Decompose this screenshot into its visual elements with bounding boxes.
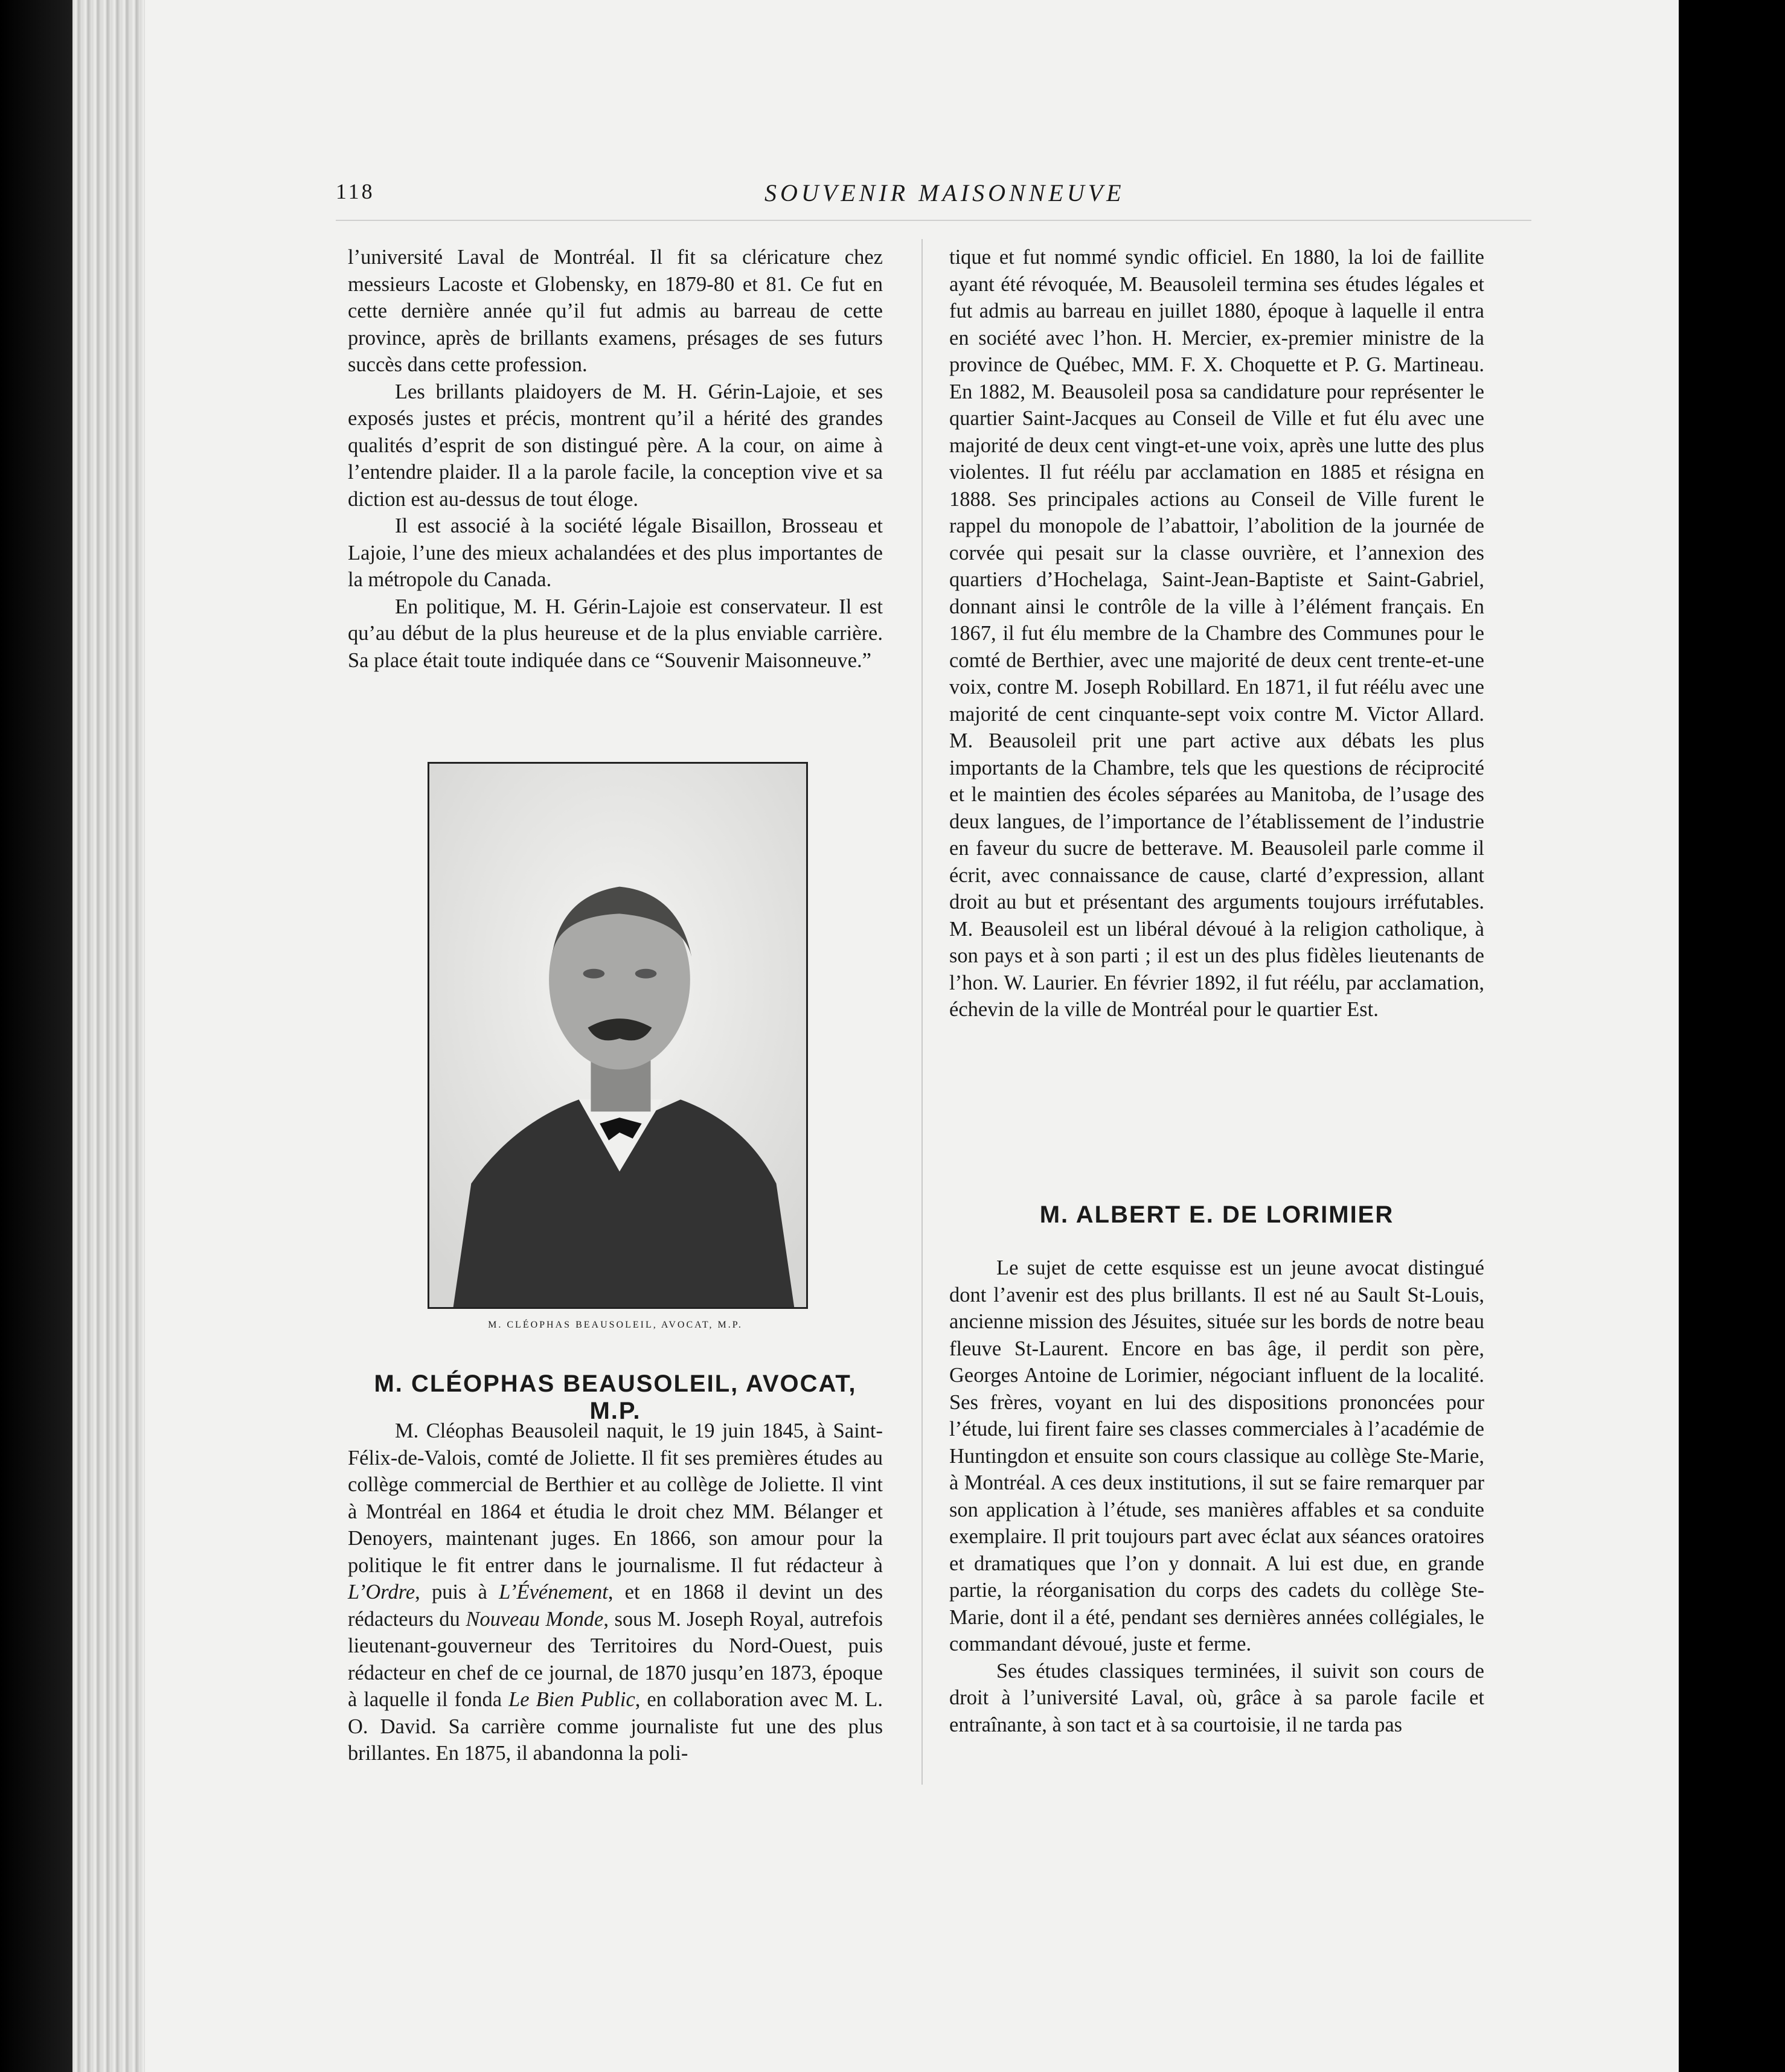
paragraph: tique et fut nommé syndic officiel. En 1880, la loi de faillite ayant été révoquée, M. Beausoleil termina ses études légales et fut admis au barreau en juillet 1880, époque à laquelle il entra en société avec l’hon. H. Mercier, ex-premier ministre de la province de Québec, MM. F. X. Choquette et P. G. Martineau. En 1882, M. Beausoleil posa sa candidature pour représenter le quartier Saint-Jacques au Conseil de Ville et fut élu avec une majorité de deux cent vingt-et-une voix, après une lutte des plus violentes. Il fut réélu par acclamation en 1885 et résigna en 1888. Ses principales actions au Conseil de Ville furent le rappel du monopole de l’abattoir, l’abolition de la journée de corvée qui pesait sur la classe ouvrière, et l’annexion des quartiers d’Hochelaga, Saint-Jean-Baptiste et Saint-Gabriel, donnant ainsi le contrôle de la ville à l’élément français. En 1867, il fut élu membre de la Chambre des Communes pour le comté de Berthier, avec une majorité de deux cent trente-et-une voix, contre M. Joseph Robillard. En 1871, il fut réélu avec une majorité de cent cinquante-sept voix contre M. Victor Allard. M. Beausoleil prit une part active aux débats les plus importants de la Chambre, tels que les questions de réciprocité et le maintien des écoles séparées au Manitoba, de l’usage des deux langues, de l’importance de l’établissement de l’industrie en faveur du sucre de betterave. M. Beausoleil parle comme il écrit, avec connaissance de cause, clarté d’expression, allant droit au but et présentant des arguments toujours irréfutables. M. Beausoleil est un libéral dévoué à la religion catholique, à son pays et à son parti ; il est un des plus fidèles lieutenants de l’hon. W. Laurier. En février 1892, il fut réélu, par acclamation, échevin de la ville de Montréal pour le quartier Est. [949,246,1484,1021]
paragraph [348,1418,883,1767]
newspaper-title: L’Événement [499,1581,608,1604]
text-run: , puis à [415,1581,499,1604]
portrait-caption: M. CLÉOPHAS BEAUSOLEIL, AVOCAT, M.P. [488,1320,743,1330]
running-title: SOUVENIR MAISONNEUVE [764,179,1125,206]
page-number: 118 [336,179,375,203]
column-divider [921,239,923,1785]
newspaper-title: L’Ordre [348,1581,415,1604]
paragraph: Ses études classiques terminées, il suivit son cours de droit à l’université Laval, où, grâce à sa parole facile et entraînante, à son tact et à sa courtoisie, il ne tarda pas [949,1659,1484,1736]
newspaper-title: Nouveau Monde [466,1607,604,1631]
text-run: M. Cléophas Beausoleil naquit, le 19 juin 1845, à Saint-Félix-de-Valois, comté de Joliette. Il fit ses premières études au collège commercial de Berthier et au collège de Joliette. Il vint à Montréal en 1864 et étudia le droit chez MM. Bélanger et Denoyers, maintenant juges. En 1866, son amour pour la politique le fit entrer dans le journalisme. Il fut rédacteur à [348,1419,883,1577]
header-rule [336,220,1531,221]
beausoleil-text [348,1418,883,1767]
newspaper-title: Le Bien Public [508,1688,635,1711]
text-run: , en collaboration avec M. L. O. David. Sa carrière comme journaliste fut une des plus brillantes. En 1875, il abandonna la poli- [348,1688,883,1765]
paragraph: l’université Laval de Montréal. Il fit sa cléricature chez messieurs Lacoste et Globensky, en 1879-80 et 81. Ce fut en cette dernière année qu’il fut admis au barreau de cette province, après de brillants examens, présages de ses futurs succès dans cette profession. [348,246,883,376]
portrait-illustration [429,764,806,1307]
page-edges [72,0,145,2072]
lorimier-heading: M. ALBERT E. DE LORIMIER [1039,1201,1394,1228]
page-header [336,179,1543,215]
portrait-photo [428,762,808,1309]
text-run: , et en 1868 il devint un des rédacteurs du [348,1581,883,1631]
text-run: , sous M. Joseph Royal, autrefois lieutenant-gouverneur des Territoires du Nord-Ouest, puis rédacteur en chef de ce journal, de 1870 jusqu’en 1873, époque à laquelle il fonda [348,1607,883,1711]
paragraph: Il est associé à la société légale Bisaillon, Brosseau et Lajoie, l’une des mieux achalandées et des plus importantes de la métropole du Canada. [348,514,883,591]
lorimier-text [949,1255,1484,1738]
right-column-text [949,244,1484,1023]
paragraph: Le sujet de cette esquisse est un jeune avocat distingué dont l’avenir est des plus brillants. Il est né au Sault St-Louis, ancienne mission des Jésuites, située sur les bords de notre beau fleuve St-Laurent. Encore en bas âge, il perdit son père, Georges Antoine de Lorimier, négociant influent de la localité. Ses frères, voyant en lui des dispositions prononcées pour l’étude, lui firent faire ses classes commerciales à l’académie de Huntingdon et ensuite son cours classique au collège Ste-Marie, à Montréal. A ces deux institutions, il sut se faire remarquer par son application à l’étude, ses manières affables et sa conduite exemplaire. Il prit toujours part avec éclat aux séances oratoires et dramatiques que l’on y donnait. A lui est due, en grande partie, la réorganisation du corps des cadets du collège Ste-Marie, dont il a été, pendant ses dernières années collégiales, le commandant dévoué, juste et ferme. [949,1256,1484,1655]
beausoleil-heading: M. CLÉOPHAS BEAUSOLEIL, AVOCAT, M.P. [374,1370,857,1424]
left-column-text [348,244,883,674]
scan-border [1679,0,1785,2072]
paragraph: En politique, M. H. Gérin-Lajoie est conservateur. Il est qu’au début de la plus heureuse et de la plus enviable carrière. Sa place était toute indiquée dans ce “Souvenir Maisonneuve.” [348,595,883,672]
paragraph: Les brillants plaidoyers de M. H. Gérin-Lajoie, et ses exposés justes et précis, montrent qu’il a hérité des grandes qualités d’esprit de son distingué père. A la cour, on aime à l’entendre plaider. Il a la parole facile, la conception vive et sa diction est au-dessus de tout éloge. [348,380,883,511]
